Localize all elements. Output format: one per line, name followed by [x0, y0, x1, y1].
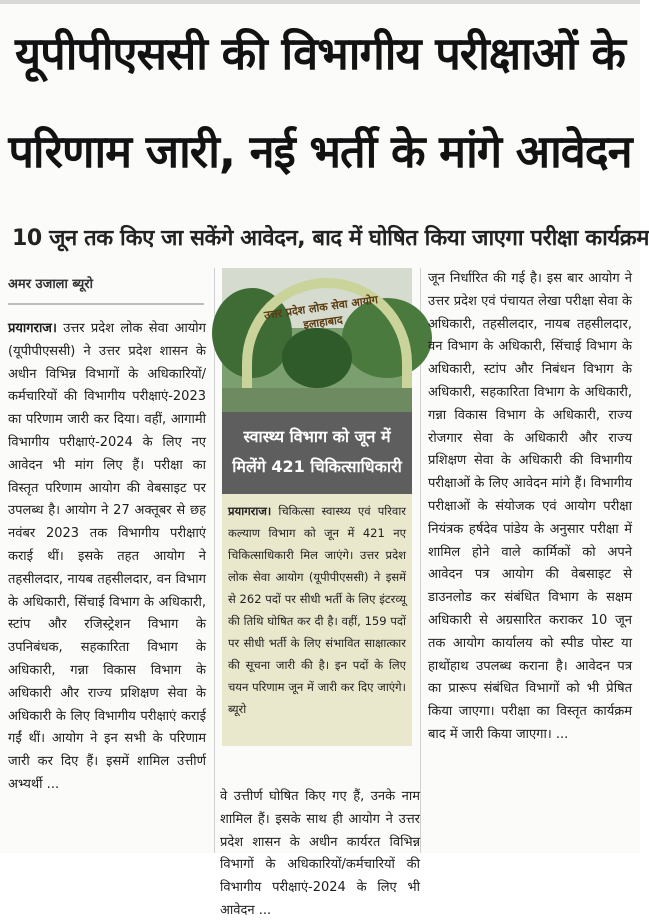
byline: अमर उजाला ब्यूरो	[8, 277, 93, 292]
byline-divider	[8, 303, 204, 305]
sidebox-text: चिकित्सा स्वास्थ्य एवं परिवार कल्याण विभाग को जून में 421 नए चिकित्साधिकारी मिल जाएंगे। उत्तर प्रदेश लोक सेवा आयोग (यूपीपीएससी) ने इसमें से 262 पदों पर सीधी भर्ती के लिए इंटरव्यू की तिथि घोषित कर दी है। वहीं, 159 पदों पर सीधी भर्ती के लिए संभावित साक्षात्कार की सूचना जारी की है। इन पदों के लिए चयन परिणाम जून में जारी कर दिए जाएंगे। ब्यूरो	[228, 504, 406, 716]
sidebox-body	[222, 494, 412, 746]
subheadline: 10 जून तक किए जा सकेंगे आवेदन, बाद में घोषित किया जाएगा परीक्षा कार्यक्रम	[12, 226, 649, 251]
headline-line-2: परिणाम जारी, नई भर्ती के मांगे आवेदन	[8, 125, 632, 178]
article-column-1	[8, 318, 206, 853]
sidebox-title-line-2: मिलेंगे 421 चिकित्साधिकारी	[232, 457, 402, 476]
commission-gate-photo	[222, 268, 412, 412]
sidebox-dateline: प्रयागराज।	[228, 504, 272, 518]
sidebox-title	[222, 412, 412, 494]
top-divider	[0, 0, 640, 4]
photo-ground	[222, 388, 412, 412]
sidebox-text-block	[228, 500, 406, 720]
column-divider	[214, 268, 215, 853]
article-column-2-continued: वे उत्तीर्ण घोषित किए गए हैं, उनके नाम शामिल हैं। इसके साथ ही आयोग ने उत्तर प्रदेश शासन के अधीन कार्यरत विभिन्न विभागों के अधिकारियों/कर्मचारियों की विभागीय परीक्षाएं-2024 के लिए भी आवेदन ...	[220, 789, 420, 918]
column-1-text: उत्तर प्रदेश लोक सेवा आयोग (यूपीपीएससी) ने उत्तर प्रदेश शासन के अधीन विभिन्न विभागों के अधिकारियों/कर्मचारियों की विभागीय परीक्षाएं-2023 का परिणाम जारी कर दिया। वहीं, आगामी विभागीय परीक्षाएं-2024 के लिए नए आवेदन भी मांग लिए हैं। परीक्षा का विस्तृत परिणाम आयोग की वेबसाइट पर उपलब्ध है। आयोग ने 27 अक्तूबर से छह नवंबर 2023 तक विभागीय परीक्षाएं कराई थीं। इसके तहत आयोग ने तहसीलदार, नायब तहसीलदार, वन विभाग के अधिकारी, सिंचाई विभाग के अधिकारी, स्टांप और रजिस्ट्रेशन विभाग के उपनिबंधक, सहकारिता विभाग के अधिकारी, गन्ना विकास विभाग के अधिकारी और राज्य प्रशिक्षण सेवा के अधिकारी के लिए विभागीय परीक्षाएं कराई गईं थीं। आयोग ने इन सभी के परिणाम जारी कर दिए हैं। इसमें शामिल उत्तीर्ण अभ्यर्थी ...	[8, 321, 206, 792]
gate-sign: उत्तर प्रदेश लोक सेवा आयोग इलाहाबाद	[263, 293, 379, 332]
article-column-3: जून निर्धारित की गई है। इस बार आयोग ने उत्तर प्रदेश एवं पंचायत लेखा परीक्षा सेवा के अधिकारी, तहसीलदार, नायब तहसीलदार, वन विभाग के अधिकारी, सिंचाई विभाग के अधिकारी, स्टांप और निबंधन विभाग के अधिकारी, सहकारिता विभाग के अधिकारी, गन्ना विकास विभाग के अधिकारी, राज्य रोजगार सेवा के अधिकारी और राज्य प्रशिक्षण सेवा के अधिकारी की विभागीय परीक्षाओं के लिए आवेदन मांगे हैं। विभागीय परीक्षाओं के संयोजक एवं आयोग परीक्षा नियंत्रक हर्षदेव पांडेय के अनुसार परीक्षा में शामिल होने वाले कार्मिकों को अपने आवेदन पत्र आयोग की वेबसाइट से डाउनलोड कर संबंधित विभाग के सक्षम अधिकारी से अग्रसारित कराकर 10 जून तक आयोग कार्यालय को स्पीड पोस्ट या हाथोंहाथ उपलब्ध कराना है। आवेदन पत्र का प्रारूप संबंधित विभागों को भी प्रेषित किया जाएगा। परीक्षा का विस्तृत कार्यक्रम बाद में जारी किया जाएगा। ...	[428, 271, 632, 742]
headline-line-1: यूपीपीएससी की विभागीय परीक्षाओं के	[15, 27, 625, 80]
sidebox-title-line-1: स्वास्थ्य विभाग को जून में	[243, 427, 391, 446]
dateline: प्रयागराज।	[8, 321, 57, 336]
